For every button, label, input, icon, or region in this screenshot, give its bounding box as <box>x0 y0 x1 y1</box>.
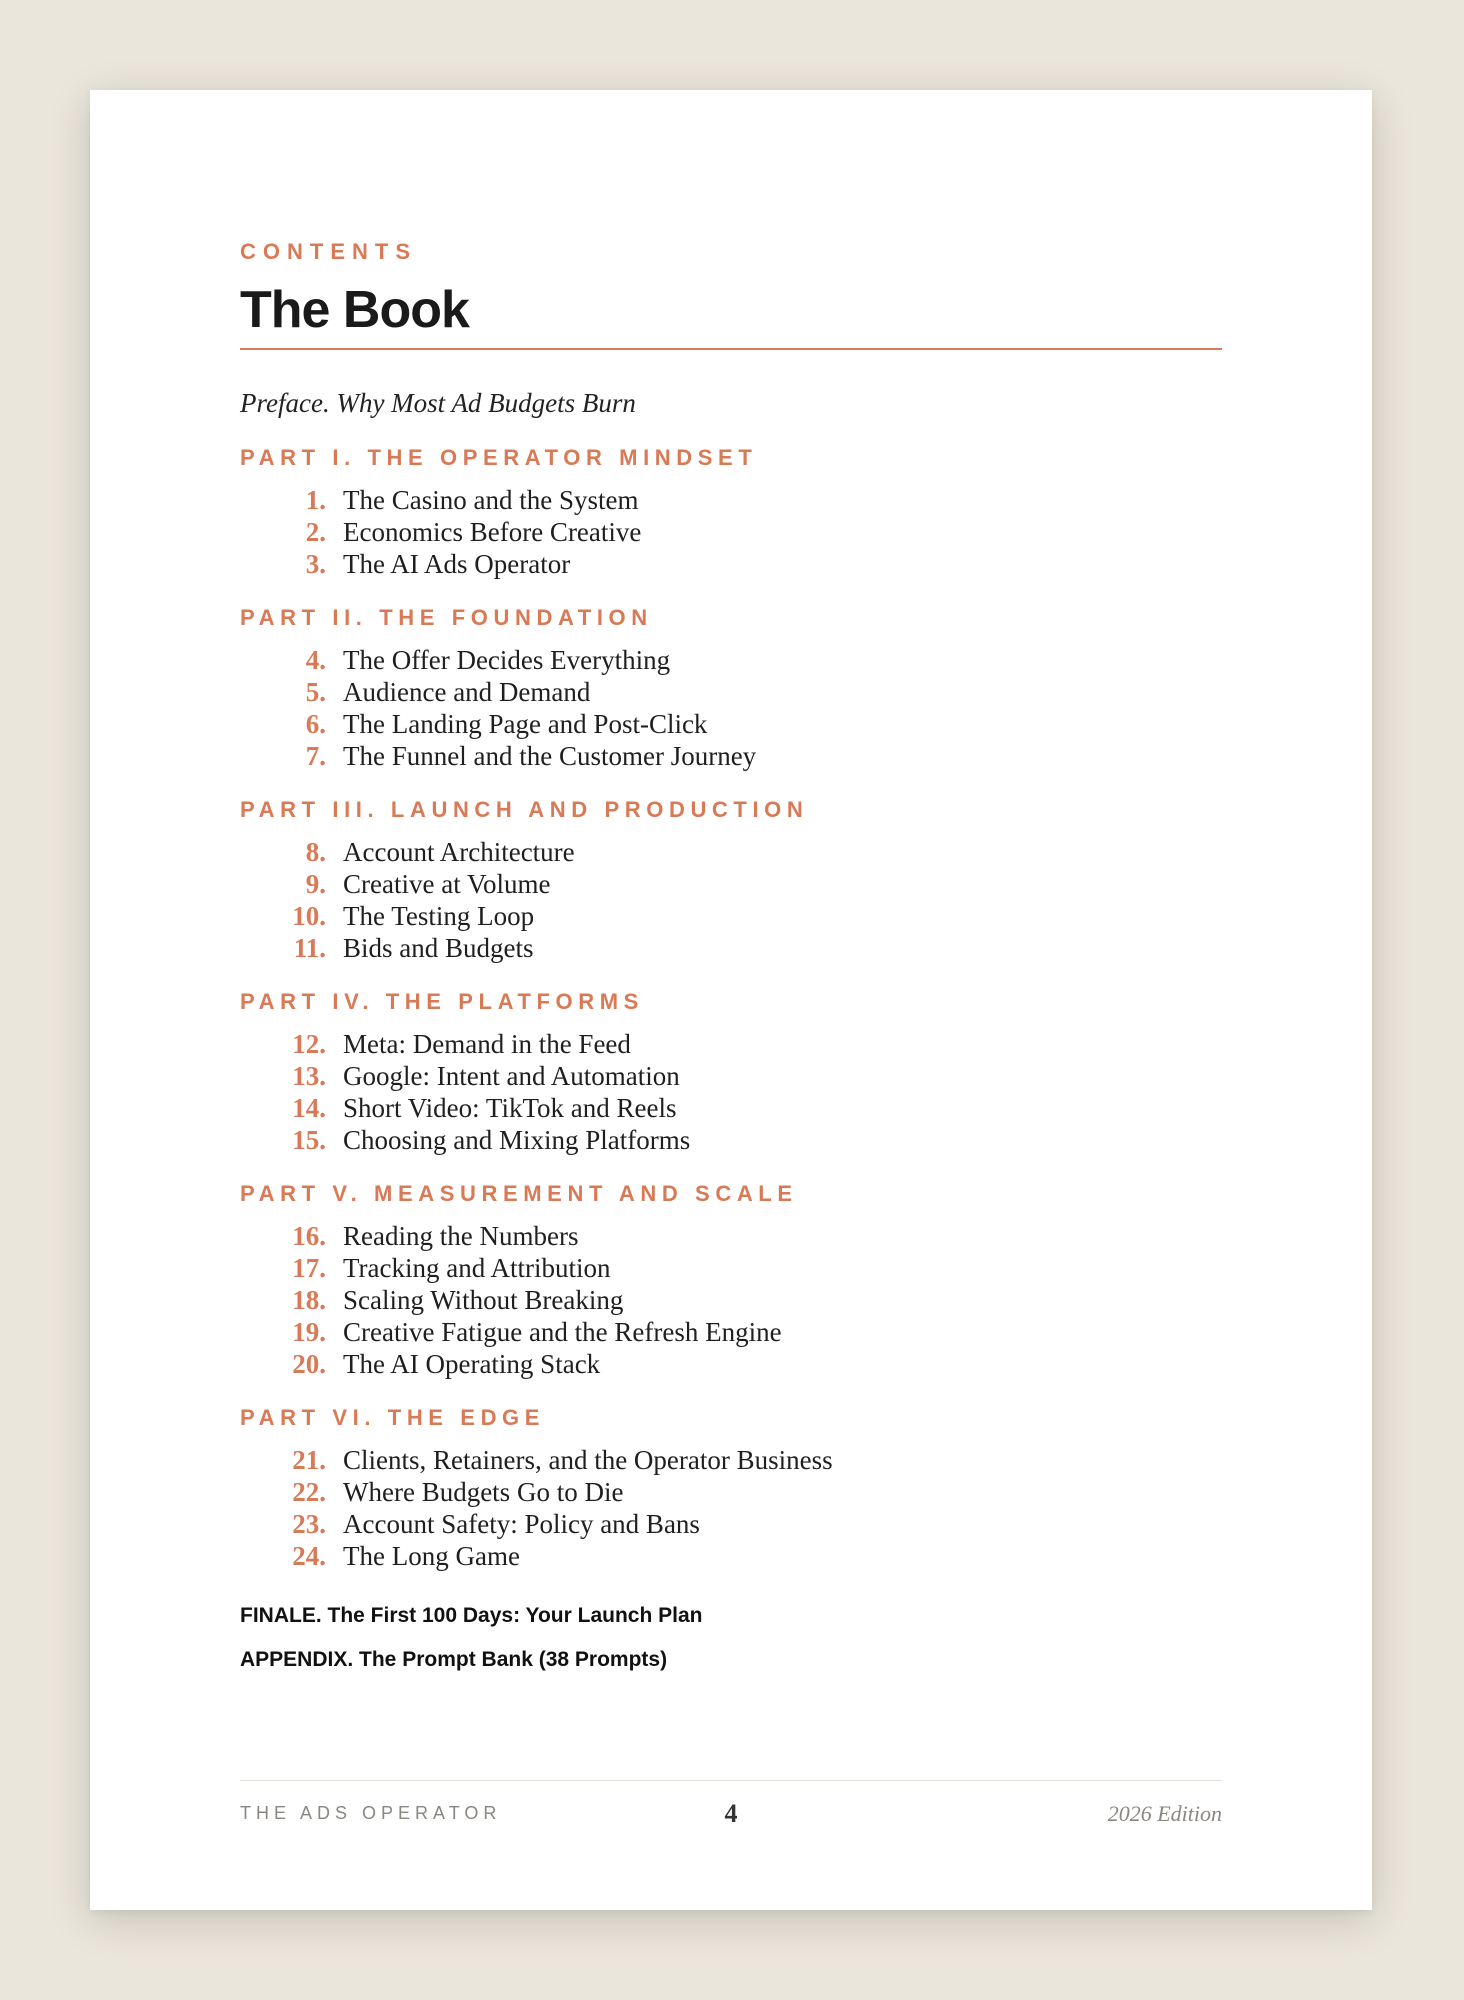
chapter-entry <box>240 644 1222 676</box>
chapter-title: The AI Operating Stack <box>343 1349 601 1379</box>
chapter-number: 21. <box>292 1445 326 1475</box>
contents-eyebrow: CONTENTS <box>240 239 417 264</box>
chapter-number: 10. <box>292 901 326 931</box>
chapter-number: 22. <box>292 1477 326 1507</box>
chapter-number: 17. <box>292 1253 326 1283</box>
chapter-number: 9. <box>305 869 326 899</box>
chapter-number: 23. <box>292 1509 326 1539</box>
chapter-title: The AI Ads Operator <box>343 549 571 579</box>
page-footer <box>240 1780 1222 1851</box>
chapter-entry <box>240 1348 1222 1380</box>
chapter-entry <box>240 932 1222 964</box>
chapter-title: Meta: Demand in the Feed <box>343 1029 631 1059</box>
chapter-title: Tracking and Attribution <box>343 1253 611 1283</box>
chapter-number: 7. <box>305 741 326 771</box>
chapter-number: 16. <box>292 1221 326 1251</box>
chapter-number: 3. <box>305 549 326 579</box>
chapter-title: Creative Fatigue and the Refresh Engine <box>343 1317 782 1347</box>
chapter-title: Account Architecture <box>343 837 575 867</box>
part-section <box>240 1404 1222 1572</box>
part-section <box>240 796 1222 964</box>
book-page <box>90 90 1372 1910</box>
chapter-entry <box>240 1476 1222 1508</box>
chapter-entry <box>240 1028 1222 1060</box>
chapter-number: 13. <box>292 1061 326 1091</box>
contents-section <box>240 238 1222 1674</box>
chapter-title: Clients, Retainers, and the Operator Business <box>343 1445 833 1475</box>
chapter-entry <box>240 1220 1222 1252</box>
chapter-entry <box>240 708 1222 740</box>
chapter-number: 15. <box>292 1125 326 1155</box>
part-section <box>240 988 1222 1156</box>
part-section <box>240 604 1222 772</box>
chapter-entry <box>240 516 1222 548</box>
appendix-entry: APPENDIX. The Prompt Bank (38 Prompts) <box>240 1648 668 1671</box>
part-title: PART V. MEASUREMENT AND SCALE <box>240 1181 798 1206</box>
chapter-number: 2. <box>305 517 326 547</box>
chapter-entry <box>240 740 1222 772</box>
chapter-number: 11. <box>293 933 326 963</box>
chapter-number: 19. <box>292 1317 326 1347</box>
chapter-entry <box>240 1252 1222 1284</box>
chapter-list <box>240 836 1222 964</box>
finale-entry: FINALE. The First 100 Days: Your Launch Plan <box>240 1604 703 1627</box>
chapter-list <box>240 484 1222 580</box>
chapter-title: The Offer Decides Everything <box>343 645 671 675</box>
chapter-title: Bids and Budgets <box>343 933 534 963</box>
footer-edition: 2026 Edition <box>1107 1801 1222 1826</box>
part-title: PART III. LAUNCH AND PRODUCTION <box>240 797 809 822</box>
chapter-entry <box>240 1284 1222 1316</box>
chapter-entry <box>240 1444 1222 1476</box>
chapter-entry <box>240 1060 1222 1092</box>
chapter-title: The Testing Loop <box>343 901 535 931</box>
footer-page-number: 4 <box>724 1799 738 1828</box>
chapter-title: Reading the Numbers <box>343 1221 579 1251</box>
chapter-entry <box>240 1092 1222 1124</box>
chapter-number: 5. <box>305 677 326 707</box>
preface-entry: Preface. Why Most Ad Budgets Burn <box>240 388 636 418</box>
chapter-list <box>240 1444 1222 1572</box>
chapter-title: Choosing and Mixing Platforms <box>343 1125 691 1155</box>
part-title: PART II. THE FOUNDATION <box>240 605 653 630</box>
chapter-title: Economics Before Creative <box>343 517 642 547</box>
part-section <box>240 1180 1222 1380</box>
chapter-entry <box>240 900 1222 932</box>
footer-book-title: THE ADS OPERATOR <box>240 1803 502 1823</box>
chapter-title: The Long Game <box>343 1541 520 1571</box>
chapter-title: Short Video: TikTok and Reels <box>343 1093 677 1123</box>
title-divider <box>240 348 1222 350</box>
chapter-title: Scaling Without Breaking <box>343 1285 624 1315</box>
chapter-title: Audience and Demand <box>343 677 591 707</box>
chapter-number: 24. <box>292 1541 326 1571</box>
chapter-title: The Funnel and the Customer Journey <box>343 741 757 771</box>
chapter-entry <box>240 484 1222 516</box>
chapter-title: The Casino and the System <box>343 485 639 515</box>
chapter-entry <box>240 1540 1222 1572</box>
chapter-number: 18. <box>292 1285 326 1315</box>
chapter-number: 4. <box>305 645 326 675</box>
chapter-list <box>240 644 1222 772</box>
chapter-title: The Landing Page and Post-Click <box>343 709 708 739</box>
chapter-entry <box>240 676 1222 708</box>
chapter-entry <box>240 1508 1222 1540</box>
part-title: PART VI. THE EDGE <box>240 1405 546 1430</box>
parts-list <box>240 444 1222 1572</box>
chapter-list <box>240 1220 1222 1380</box>
chapter-entry <box>240 548 1222 580</box>
chapter-number: 20. <box>292 1349 326 1379</box>
chapter-number: 8. <box>305 837 326 867</box>
part-title: PART I. THE OPERATOR MINDSET <box>240 445 758 470</box>
chapter-number: 14. <box>292 1093 326 1123</box>
chapter-entry <box>240 1124 1222 1156</box>
chapter-number: 12. <box>292 1029 326 1059</box>
chapter-title: Where Budgets Go to Die <box>343 1477 624 1507</box>
chapter-title: Google: Intent and Automation <box>343 1061 680 1091</box>
part-title: PART IV. THE PLATFORMS <box>240 989 644 1014</box>
chapter-entry <box>240 868 1222 900</box>
page-title: The Book <box>240 281 469 339</box>
chapter-number: 6. <box>305 709 326 739</box>
chapter-entry <box>240 836 1222 868</box>
chapter-number: 1. <box>305 485 326 515</box>
part-section <box>240 444 1222 580</box>
chapter-list <box>240 1028 1222 1156</box>
chapter-title: Creative at Volume <box>343 869 551 899</box>
chapter-title: Account Safety: Policy and Bans <box>343 1509 700 1539</box>
chapter-entry <box>240 1316 1222 1348</box>
